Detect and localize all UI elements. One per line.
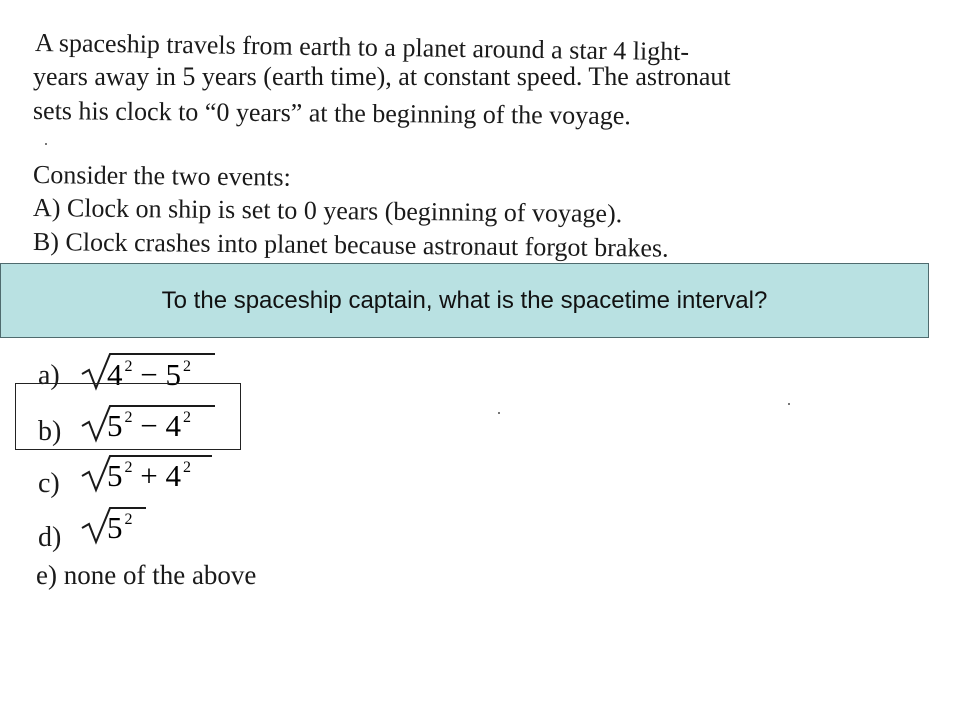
problem-line-1: A spaceship travels from earth to a planet around a star 4 light- — [34, 28, 690, 67]
problem-line-3: sets his clock to “0 years” at the beginning of the voyage. — [32, 96, 631, 131]
option-a-exp2: 2 — [182, 358, 191, 375]
event-b: B) Clock crashes into planet because astronaut forgot brakes. — [32, 227, 669, 263]
option-d-label: d) — [38, 522, 62, 553]
option-e-text: none of the above — [63, 560, 257, 590]
option-a-exp1: 2 — [124, 358, 133, 375]
scan-speck — [788, 403, 790, 405]
events-heading: Consider the two events: — [32, 160, 291, 192]
option-d-expression — [107, 510, 133, 546]
scan-speck — [45, 143, 47, 145]
question-text: To the spaceship captain, what is the spacetime interval? — [161, 286, 768, 314]
event-a: A) Clock on ship is set to 0 years (beginning of voyage). — [32, 193, 623, 229]
option-b-exp2: 2 — [182, 409, 191, 426]
scan-speck — [498, 412, 500, 414]
problem-line-2: years away in 5 years (earth time), at constant speed. The astronaut — [33, 62, 731, 91]
option-b-base2: 4 — [165, 408, 181, 443]
option-e — [36, 560, 256, 591]
option-c-base2: 4 — [165, 458, 181, 493]
option-b-exp1: 2 — [124, 409, 133, 426]
option-b-base1: 5 — [107, 408, 123, 443]
option-c-base1: 5 — [107, 458, 123, 493]
option-c-exp1: 2 — [124, 459, 133, 476]
option-a-label: a) — [38, 360, 60, 391]
option-c-label: c) — [38, 468, 60, 499]
option-b-operator: − — [140, 408, 158, 443]
question-banner — [0, 263, 929, 338]
option-d-exp1: 2 — [124, 511, 133, 528]
option-b-expression — [107, 408, 191, 444]
option-c-expression — [107, 458, 191, 494]
option-a-operator: − — [140, 357, 158, 392]
option-c-operator: + — [140, 458, 158, 493]
option-a-base1: 4 — [107, 357, 123, 392]
option-b-label: b) — [38, 416, 62, 447]
option-e-label: e) — [36, 560, 57, 590]
option-d-base1: 5 — [107, 510, 123, 545]
option-a-base2: 5 — [165, 357, 181, 392]
option-c-exp2: 2 — [182, 459, 191, 476]
